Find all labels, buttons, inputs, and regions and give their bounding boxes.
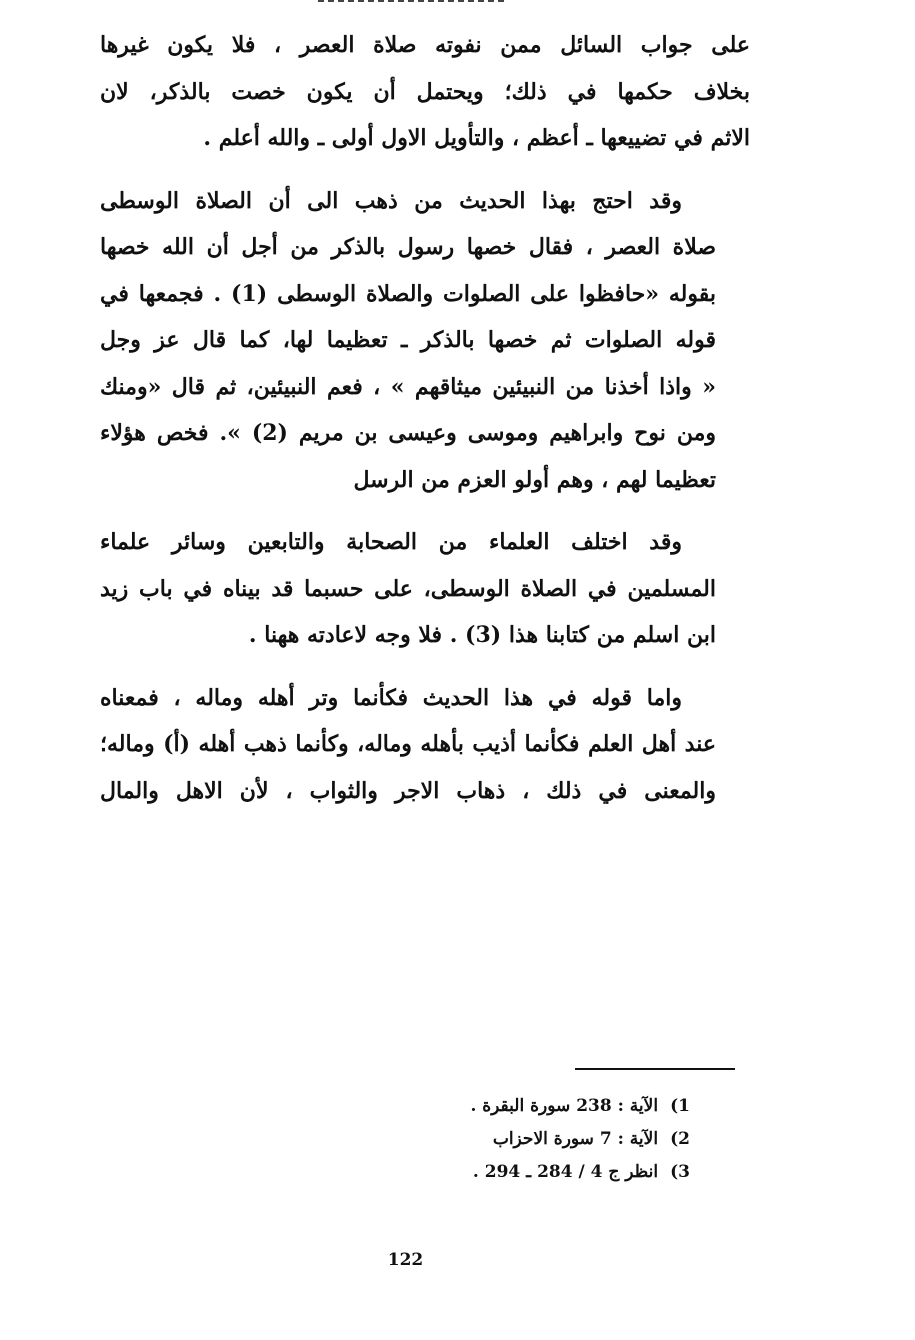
footnote-separator — [575, 1068, 735, 1070]
text-line: وقد اختلف العلماء من الصحابة والتابعين وسائر علماء — [100, 529, 682, 555]
footnotes — [470, 1090, 690, 1189]
footnote-number: 3) — [670, 1162, 690, 1182]
footnote-text: الآية : 238 سورة البقرة . — [470, 1096, 659, 1116]
text-line: صلاة العصر ، فقال خصها رسول بالذكر من أجل أن الله خصها — [100, 234, 716, 260]
text-line: المسلمين في الصلاة الوسطى، على حسبما قد بيناه في باب زيد — [100, 575, 716, 602]
paragraph-4 — [100, 675, 750, 815]
text-line: والمعنى في ذلك ، ذهاب الاجر والثواب ، لأن الاهل والمال — [100, 777, 716, 804]
footnote-item — [470, 1156, 690, 1189]
footnote-number: 2) — [670, 1129, 690, 1149]
text-line: تعظيما لهم ، وهم أولو العزم من الرسل — [353, 466, 716, 493]
paragraph-1 — [100, 22, 750, 162]
text-line: ابن اسلم من كتابنا هذا (3) . فلا وجه لاعادته ههنا . — [248, 622, 716, 648]
text-line: الاثم في تضييعها ـ أعظم ، والتأويل الاول أولى ـ والله أعلم . — [203, 125, 750, 151]
paragraph-3 — [100, 519, 750, 659]
footnote-text: انظر ج 4 / 284 ـ 294 . — [472, 1162, 659, 1182]
text-line: عند أهل العلم فكأنما أذيب بأهله وماله، وكأنما ذهب أهله (أ) وماله؛ — [100, 731, 716, 757]
page-number-text: 122 — [387, 1250, 424, 1270]
footnote-item — [470, 1123, 690, 1156]
text-line: على جواب السائل ممن نفوته صلاة العصر ، فلا يكون غيرها — [100, 32, 750, 58]
footnote-number: 1) — [670, 1096, 690, 1116]
footnote-item — [470, 1090, 690, 1123]
text-line: ومن نوح وابراهيم وموسى وعيسى بن مريم (2) ». فخص هؤلاء — [100, 420, 716, 446]
text-line: وقد احتج بهذا الحديث من ذهب الى أن الصلاة الوسطى — [100, 187, 682, 214]
paragraph-2 — [100, 178, 750, 504]
text-line: قوله الصلوات ثم خصها بالذكر ـ تعظيما لها، كما قال عز وجل — [100, 327, 716, 353]
page-number — [0, 1250, 915, 1270]
body-text — [100, 22, 750, 830]
top-dashed-rule — [318, 0, 504, 2]
text-line: واما قوله في هذا الحديث فكأنما وتر أهله وماله ، فمعناه — [100, 684, 682, 711]
footnote-text: الآية : 7 سورة الاحزاب — [492, 1129, 659, 1149]
text-line: « واذا أخذنا من النبيئين ميثاقهم » ، فعم النبيئين، ثم قال «ومنك — [100, 373, 716, 400]
text-line: بقوله «حافظوا على الصلوات والصلاة الوسطى (1) . فجمعها في — [100, 280, 717, 307]
text-line: بخلاف حكمها في ذلك؛ ويحتمل أن يكون خصت بالذكر، لان — [100, 78, 750, 105]
